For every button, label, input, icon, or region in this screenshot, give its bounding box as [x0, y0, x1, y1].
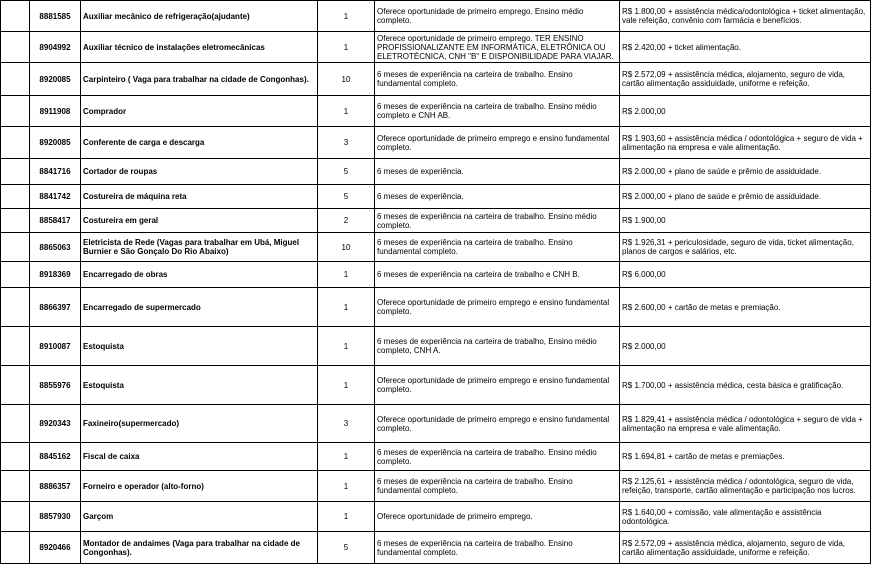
- job-code-cell: 8855976: [30, 366, 81, 405]
- row-marker-cell: [1, 63, 30, 96]
- salary-benefits-cell: R$ 1.829,41 + assistência médica / odontológica + seguro de vida + alimentação na empresa e vale alimentação.: [620, 405, 871, 443]
- salary-benefits-cell: R$ 2.000,00: [620, 327, 871, 366]
- job-title-cell: Costureira em geral: [81, 209, 318, 233]
- salary-benefits-cell: R$ 1.926,31 + periculosidade, seguro de vida, ticket alimentação, planos de cargos e salários, etc.: [620, 233, 871, 262]
- salary-benefits-cell: R$ 6.000,00: [620, 262, 871, 288]
- table-row: [1, 32, 871, 63]
- vacancies-cell: 1: [318, 471, 375, 502]
- job-code-cell: 8841742: [30, 185, 81, 209]
- table-row: [1, 502, 871, 532]
- job-title-cell: Montador de andaimes (Vaga para trabalhar na cidade de Congonhas).: [81, 532, 318, 564]
- vacancies-cell: 5: [318, 532, 375, 564]
- row-marker-cell: [1, 1, 30, 32]
- requirements-cell: Oferece oportunidade de primeiro emprego. TER ENSINO PROFISSIONALIZANTE EM INFORMÁTICA, ELETRÔNICA OU ELETROTÉCNICA, CNH "B" E DISPONIBILIDADE PARA VIAJAR.: [375, 32, 620, 63]
- job-title-cell: Estoquista: [81, 366, 318, 405]
- requirements-cell: 6 meses de experiência na carteira de trabalho. Ensino fundamental completo.: [375, 471, 620, 502]
- table-row: [1, 209, 871, 233]
- job-code-cell: 8911908: [30, 96, 81, 127]
- requirements-cell: 6 meses de experiência.: [375, 159, 620, 185]
- requirements-cell: 6 meses de experiência na carteira de trabalho, Ensino médio completo, CNH A.: [375, 327, 620, 366]
- salary-benefits-cell: R$ 1.640,00 + comissão, vale alimentação e assistência odontológica.: [620, 502, 871, 532]
- table-row: [1, 233, 871, 262]
- job-title-cell: Estoquista: [81, 327, 318, 366]
- vacancies-cell: 1: [318, 262, 375, 288]
- job-code-cell: 8866397: [30, 288, 81, 327]
- row-marker-cell: [1, 532, 30, 564]
- job-title-cell: Eletricista de Rede (Vagas para trabalhar em Ubá, Miguel Burnier e São Gonçalo Do Rio Abaixo): [81, 233, 318, 262]
- job-code-cell: 8918369: [30, 262, 81, 288]
- table-row: [1, 405, 871, 443]
- vacancies-cell: 1: [318, 1, 375, 32]
- job-title-cell: Encarregado de obras: [81, 262, 318, 288]
- requirements-cell: 6 meses de experiência na carteira de trabalho. Ensino fundamental completo.: [375, 233, 620, 262]
- table-row: [1, 366, 871, 405]
- salary-benefits-cell: R$ 2.420,00 + ticket alimentação.: [620, 32, 871, 63]
- vacancies-cell: 10: [318, 63, 375, 96]
- requirements-cell: 6 meses de experiência na carteira de trabalho. Ensino médio completo.: [375, 443, 620, 471]
- salary-benefits-cell: R$ 1.903,60 + assistência médica / odontológica + seguro de vida + alimentação na empresa e vale alimentação.: [620, 127, 871, 159]
- vacancies-cell: 1: [318, 32, 375, 63]
- job-title-cell: Comprador: [81, 96, 318, 127]
- vacancies-cell: 10: [318, 233, 375, 262]
- vacancies-cell: 2: [318, 209, 375, 233]
- job-title-cell: Auxiliar mecânico de refrigeração(ajudante): [81, 1, 318, 32]
- table-row: [1, 63, 871, 96]
- job-title-cell: Garçom: [81, 502, 318, 532]
- job-code-cell: 8920466: [30, 532, 81, 564]
- job-title-cell: Fiscal de caixa: [81, 443, 318, 471]
- requirements-cell: Oferece oportunidade de primeiro emprego.: [375, 502, 620, 532]
- requirements-cell: 6 meses de experiência na carteira de trabalho. Ensino médio completo e CNH AB.: [375, 96, 620, 127]
- vacancies-cell: 1: [318, 327, 375, 366]
- vacancies-cell: 5: [318, 185, 375, 209]
- requirements-cell: Oferece oportunidade de primeiro emprego e ensino fundamental completo.: [375, 405, 620, 443]
- requirements-cell: Oferece oportunidade de primeiro emprego. Ensino médio completo.: [375, 1, 620, 32]
- row-marker-cell: [1, 366, 30, 405]
- vacancies-cell: 1: [318, 443, 375, 471]
- table-row: [1, 185, 871, 209]
- row-marker-cell: [1, 209, 30, 233]
- requirements-cell: 6 meses de experiência na carteira de trabalho. Ensino fundamental completo.: [375, 63, 620, 96]
- salary-benefits-cell: R$ 2.600,00 + cartão de metas e premiação.: [620, 288, 871, 327]
- vacancies-cell: 1: [318, 96, 375, 127]
- requirements-cell: Oferece oportunidade de primeiro emprego e ensino fundamental completo.: [375, 127, 620, 159]
- job-code-cell: 8841716: [30, 159, 81, 185]
- table-row: [1, 327, 871, 366]
- job-title-cell: Conferente de carga e descarga: [81, 127, 318, 159]
- job-code-cell: 8910087: [30, 327, 81, 366]
- salary-benefits-cell: R$ 1.900,00: [620, 209, 871, 233]
- job-code-cell: 8904992: [30, 32, 81, 63]
- table-row: [1, 1, 871, 32]
- job-title-cell: Auxiliar técnico de instalações eletromecânicas: [81, 32, 318, 63]
- job-code-cell: 8881585: [30, 1, 81, 32]
- vacancies-cell: 1: [318, 502, 375, 532]
- salary-benefits-cell: R$ 2.000,00 + plano de saúde e prêmio de assiduidade.: [620, 185, 871, 209]
- job-title-cell: Faxineiro(supermercado): [81, 405, 318, 443]
- vacancies-cell: 1: [318, 366, 375, 405]
- table-row: [1, 532, 871, 564]
- job-code-cell: 8845162: [30, 443, 81, 471]
- row-marker-cell: [1, 127, 30, 159]
- salary-benefits-cell: R$ 2.572,09 + assistência médica, alojamento, seguro de vida, cartão alimentação assiduidade, uniforme e refeição.: [620, 532, 871, 564]
- job-code-cell: 8858417: [30, 209, 81, 233]
- row-marker-cell: [1, 288, 30, 327]
- job-title-cell: Forneiro e operador (alto-forno): [81, 471, 318, 502]
- table-row: [1, 262, 871, 288]
- job-title-cell: Cortador de roupas: [81, 159, 318, 185]
- salary-benefits-cell: R$ 1.800,00 + assistência médica/odontológica + ticket alimentação, vale refeição, convênio com farmácia e benefícios.: [620, 1, 871, 32]
- salary-benefits-cell: R$ 2.000,00 + plano de saúde e prêmio de assiduidade.: [620, 159, 871, 185]
- vacancies-cell: 3: [318, 127, 375, 159]
- job-title-cell: Carpinteiro ( Vaga para trabalhar na cidade de Congonhas).: [81, 63, 318, 96]
- salary-benefits-cell: R$ 2.572,09 + assistência médica, alojamento, seguro de vida, cartão alimentação assiduidade, uniforme e refeição.: [620, 63, 871, 96]
- table-row: [1, 443, 871, 471]
- row-marker-cell: [1, 159, 30, 185]
- requirements-cell: Oferece oportunidade de primeiro emprego e ensino fundamental completo.: [375, 366, 620, 405]
- row-marker-cell: [1, 502, 30, 532]
- vacancies-cell: 3: [318, 405, 375, 443]
- salary-benefits-cell: R$ 2.000,00: [620, 96, 871, 127]
- row-marker-cell: [1, 405, 30, 443]
- job-title-cell: Encarregado de supermercado: [81, 288, 318, 327]
- row-marker-cell: [1, 32, 30, 63]
- requirements-cell: 6 meses de experiência na carteira de trabalho. Ensino fundamental completo.: [375, 532, 620, 564]
- table-row: [1, 159, 871, 185]
- requirements-cell: 6 meses de experiência na carteira de trabalho e CNH B.: [375, 262, 620, 288]
- job-code-cell: 8920085: [30, 63, 81, 96]
- row-marker-cell: [1, 443, 30, 471]
- row-marker-cell: [1, 96, 30, 127]
- job-code-cell: 8920343: [30, 405, 81, 443]
- table-row: [1, 288, 871, 327]
- row-marker-cell: [1, 185, 30, 209]
- job-code-cell: 8865063: [30, 233, 81, 262]
- requirements-cell: 6 meses de experiência.: [375, 185, 620, 209]
- requirements-cell: 6 meses de experiência na carteira de trabalho. Ensino médio completo.: [375, 209, 620, 233]
- table-row: [1, 471, 871, 502]
- row-marker-cell: [1, 471, 30, 502]
- vacancies-cell: 1: [318, 288, 375, 327]
- table-row: [1, 127, 871, 159]
- salary-benefits-cell: R$ 1.700,00 + assistência médica, cesta básica e gratificação.: [620, 366, 871, 405]
- job-title-cell: Costureira de máquina reta: [81, 185, 318, 209]
- table-row: [1, 96, 871, 127]
- job-code-cell: 8857930: [30, 502, 81, 532]
- requirements-cell: Oferece oportunidade de primeiro emprego e ensino fundamental completo.: [375, 288, 620, 327]
- vacancies-cell: 5: [318, 159, 375, 185]
- row-marker-cell: [1, 327, 30, 366]
- row-marker-cell: [1, 233, 30, 262]
- salary-benefits-cell: R$ 1.694,81 + cartão de metas e premiações.: [620, 443, 871, 471]
- salary-benefits-cell: R$ 2.125,61 + assistência médica / odontológica, seguro de vida, refeição, transporte, cartão alimentação e participação nos lucros.: [620, 471, 871, 502]
- job-code-cell: 8886357: [30, 471, 81, 502]
- row-marker-cell: [1, 262, 30, 288]
- job-code-cell: 8920085: [30, 127, 81, 159]
